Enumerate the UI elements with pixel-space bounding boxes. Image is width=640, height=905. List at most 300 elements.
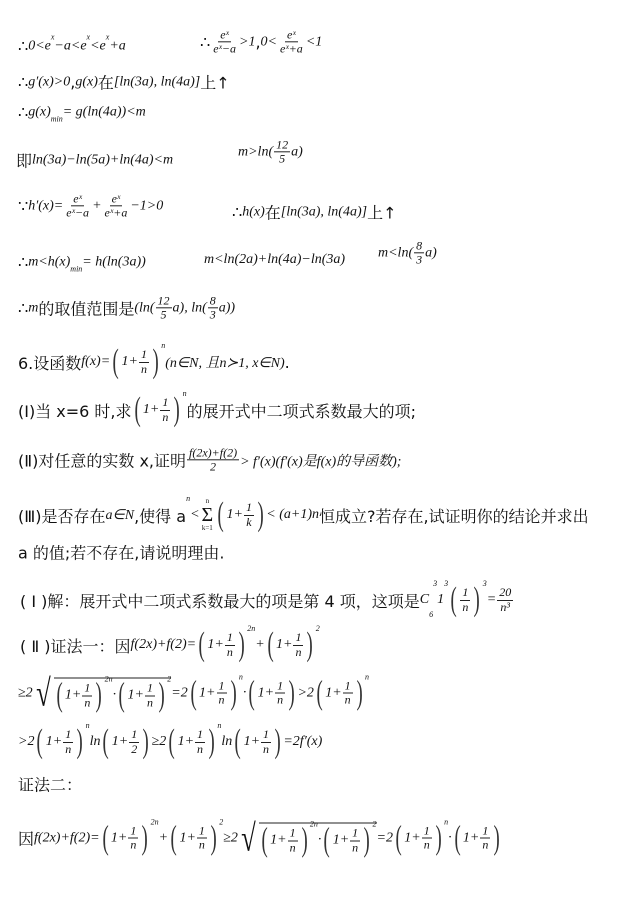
right-paren: ) (76, 723, 84, 760)
math-expression: h(x) (242, 204, 265, 219)
math-expression: 1+ (270, 832, 287, 848)
superscript: x (105, 32, 110, 42)
problem-6-part-1 (18, 389, 417, 428)
superscript: n (186, 494, 191, 503)
right-paren: ) (363, 821, 370, 859)
right-paren: ) (210, 819, 217, 856)
math-expression: =2 (376, 830, 393, 845)
exponent: n (85, 721, 90, 730)
math-expression: · (317, 832, 322, 848)
fraction (197, 824, 207, 851)
fraction-denominator: 2 (210, 459, 217, 474)
fraction (343, 679, 353, 706)
left-paren: ( (395, 819, 402, 856)
math-expression: a) (291, 144, 303, 159)
fraction (293, 631, 303, 658)
solution-method-2-heading (18, 773, 82, 796)
exponent: n (182, 389, 187, 398)
math-expression: = (486, 592, 497, 607)
exponent: 2 (315, 624, 320, 633)
math-expression: 1+ (207, 637, 224, 652)
fraction-denominator: eˣ+a (104, 205, 128, 220)
text-run: 在 (97, 73, 114, 93)
fraction-denominator: 3 (416, 252, 423, 267)
parenthesized-group (188, 672, 243, 711)
text-run: ∴ (18, 102, 29, 122)
left-paren: ( (102, 819, 109, 856)
fraction-numerator: 1 (277, 678, 284, 693)
parenthesized-group (168, 817, 224, 856)
fraction (480, 824, 490, 851)
parenthesized-group (448, 579, 487, 618)
math-expression: > f′(x)(f′(x)是f(x)的导函数); (240, 454, 402, 469)
left-paren: ( (198, 626, 205, 663)
left-paren: ( (248, 674, 256, 711)
math-expression: 1+ (332, 832, 350, 848)
sigma-symbol: Σ (201, 504, 214, 526)
right-paren: ) (493, 819, 501, 856)
fraction-numerator: 1 (131, 727, 138, 742)
fraction (288, 827, 298, 854)
right-paren: ) (95, 676, 103, 714)
parenthesized-group (215, 498, 266, 532)
fraction (145, 682, 155, 709)
exponent: 2n (247, 624, 256, 633)
square-root (238, 819, 377, 858)
left-paren: ( (454, 819, 461, 856)
math-expression: ln(3a)−ln(5a)+ln(4a)<m (32, 152, 174, 167)
line-m-range (18, 294, 235, 321)
math-expression: a) (425, 245, 437, 260)
left-paren: ( (323, 821, 331, 859)
math-expression: 1+ (179, 830, 196, 845)
math-expression: (n∈N, 且n≻1, x∈N) (165, 356, 285, 371)
line-m-upper-bound (378, 239, 437, 266)
parenthesized-group (321, 819, 377, 859)
radicand (54, 674, 172, 714)
text-run: , (255, 32, 261, 52)
fraction-numerator: f(2x)+f(2) (189, 445, 238, 460)
fraction (128, 824, 138, 851)
math-expression: 0<e (28, 38, 51, 53)
parenthesized-group (166, 721, 222, 760)
text-run: a 的值;若不存在,请说明理由. (18, 543, 225, 563)
math-expression: 1 (437, 592, 445, 607)
parenthesized-group (259, 819, 318, 859)
fraction (211, 28, 238, 55)
math-expression: · (242, 685, 247, 700)
fraction-denominator: n (277, 692, 284, 707)
math-expression: m<ln( (378, 245, 414, 260)
left-paren: ( (234, 723, 242, 760)
left-paren: ( (168, 723, 176, 760)
problem-6-part-2 (18, 446, 401, 473)
subscript: min (50, 114, 63, 124)
fraction (156, 294, 172, 321)
left-paren: ( (134, 391, 141, 428)
right-paren: ) (238, 626, 245, 663)
math-expression: 1+ (121, 354, 138, 369)
fraction (129, 728, 139, 755)
fraction-denominator: n (146, 695, 153, 709)
math-expression: <e (90, 38, 106, 53)
right-paren: ) (306, 626, 314, 663)
line-ineq-chain (18, 32, 126, 56)
fraction (208, 294, 218, 321)
math-expression: 1+ (177, 734, 195, 749)
fraction-numerator: 1 (162, 395, 169, 410)
fraction-numerator: 1 (146, 680, 153, 695)
right-paren: ) (208, 723, 215, 760)
math-expression: 1+ (64, 687, 82, 703)
math-expression: 1+ (111, 734, 129, 749)
right-paren: ) (288, 674, 295, 711)
fraction-numerator: eˣ (73, 191, 83, 206)
fraction-denominator: n (198, 837, 205, 852)
superscript: x (86, 32, 91, 42)
exponent: n (444, 817, 449, 826)
fraction-denominator: n (352, 840, 359, 854)
text-run: ( Ⅰ )解：展开式中二项式系数最大的项是第 4 项，这项是 (20, 591, 420, 611)
fraction-denominator: n (140, 361, 147, 376)
math-expression: 1+ (325, 685, 342, 700)
math-expression: =2f′(x) (283, 734, 323, 749)
fraction-numerator: 1 (352, 825, 359, 840)
fraction-numerator: 8 (209, 293, 216, 308)
solution-part-2-method-1 (20, 624, 320, 663)
line-m-ln-sum (204, 252, 345, 268)
fraction (139, 348, 149, 375)
right-paren: ) (230, 674, 237, 711)
fraction-numerator: 8 (416, 238, 423, 253)
fraction-denominator: n (84, 695, 91, 709)
text-run: 的取值范围是 (38, 299, 135, 319)
math-expression: 1+ (226, 507, 243, 522)
right-paren: ) (356, 674, 363, 711)
text-run: (Ⅰ)当 x=6 时,求 (18, 401, 132, 421)
line-g-min (18, 103, 146, 122)
fraction-numerator: eˣ (287, 27, 296, 42)
left-paren: ( (103, 723, 110, 760)
fraction (187, 446, 239, 473)
left-paren: ( (217, 496, 224, 533)
fraction-denominator: eˣ−a (213, 41, 236, 56)
text-run: 证法二： (18, 775, 83, 795)
fraction-denominator: 3 (209, 307, 216, 322)
text-run: 在 (264, 203, 281, 223)
fraction-denominator: n (344, 692, 351, 707)
text-run: ∴ (232, 202, 243, 222)
math-expression: ≥2 (151, 734, 167, 749)
math-expression: ln (89, 734, 101, 749)
fraction-denominator: k (246, 514, 252, 529)
right-paren: ) (435, 819, 442, 856)
left-paren: ( (450, 581, 457, 618)
text-run: , (70, 72, 76, 92)
fraction-denominator: n (295, 644, 302, 659)
math-expression: m>ln( (238, 144, 274, 159)
solution-step-ln (18, 721, 323, 760)
line-h-increasing (232, 201, 397, 224)
text-run: 即 (16, 151, 33, 171)
text-run: 的展开式中二项式系数最大的项; (186, 401, 417, 421)
fraction-denominator: n (482, 837, 489, 852)
sum-lower: k=1 (201, 524, 213, 532)
parenthesized-group (34, 721, 90, 760)
parenthesized-group (132, 389, 187, 428)
exponent: n (161, 341, 166, 350)
math-expression: [ln(3a), ln(4a)] (280, 204, 368, 219)
text-run: ∴ (18, 36, 29, 56)
exponent: 2 (219, 817, 224, 826)
parenthesized-group (265, 624, 320, 663)
fraction (103, 192, 130, 219)
fraction-numerator: 1 (295, 630, 302, 645)
fraction-numerator: eˣ (220, 27, 229, 42)
fraction (244, 501, 254, 528)
parenthesized-group (110, 341, 166, 380)
fraction-denominator: n³ (500, 599, 510, 614)
fraction (350, 827, 360, 854)
fraction-numerator: 1 (226, 630, 233, 645)
text-run: ,使得 a (134, 506, 187, 526)
fraction (64, 192, 91, 219)
fraction-numerator: 1 (197, 727, 204, 742)
exponent: 2n (104, 674, 113, 684)
parenthesized-group (452, 821, 503, 855)
fraction-denominator: n (289, 840, 296, 854)
math-expression: 1+ (45, 734, 63, 749)
fraction-numerator: 12 (157, 293, 170, 308)
right-paren: ) (301, 821, 308, 859)
text-run: 6.设函数 (18, 353, 82, 373)
fraction (422, 824, 432, 851)
math-expression: f(2x)+f(2)= (34, 830, 100, 845)
math-expression: >2 (297, 685, 314, 700)
text-run: 上↑ (367, 203, 397, 223)
math-expression: + (255, 637, 265, 652)
text-run: ∴ (18, 252, 29, 272)
math-expression: a), ln( (172, 300, 207, 315)
text-run: . (284, 352, 290, 372)
fraction-denominator: n (218, 692, 225, 707)
right-paren: ) (152, 343, 159, 380)
math-expression: 1+ (275, 637, 293, 652)
solution-part-1 (20, 579, 514, 619)
math-expression: [ln(3a), ln(4a)] (113, 74, 201, 89)
text-run: (Ⅱ)对任意的实数 x,证明 (18, 451, 187, 471)
exponent: n (238, 672, 243, 681)
math-expression: = h(ln(3a)) (82, 254, 146, 269)
fraction (414, 239, 424, 266)
fraction-denominator: 2 (131, 741, 138, 756)
subscript: 6 (429, 610, 434, 619)
math-expression: =2 (171, 685, 188, 700)
math-expression: 1+ (110, 830, 128, 845)
line-ji (16, 149, 173, 172)
math-expression: < (190, 507, 200, 522)
left-paren: ( (118, 676, 125, 714)
solution-step-sqrt (18, 674, 369, 713)
text-run: 因 (18, 829, 35, 849)
text-run: ( Ⅱ )证法一：因 (20, 636, 131, 656)
fraction-numerator: eˣ (111, 191, 121, 206)
left-paren: ( (267, 626, 274, 663)
superscript: 3 (433, 579, 438, 588)
math-expression: (ln( (134, 300, 155, 315)
fraction-numerator: 1 (130, 823, 137, 838)
parenthesized-group (232, 725, 283, 759)
math-expression: < (a+1)n (266, 507, 319, 522)
fraction-numerator: 1 (263, 727, 270, 742)
fraction-denominator: eˣ−a (66, 205, 90, 220)
superscript: x (50, 32, 55, 42)
parenthesized-group (54, 674, 113, 714)
math-expression: 1+ (199, 685, 216, 700)
line-m-lower-bound (238, 138, 303, 165)
exponent: n (217, 721, 222, 730)
fraction-numerator: 1 (423, 823, 430, 838)
math-expression: a)) (218, 300, 236, 315)
problem-6-part-3-cont (18, 541, 224, 564)
fraction-numerator: 1 (462, 585, 469, 600)
fraction (63, 728, 73, 755)
problem-6-part-3 (18, 494, 589, 533)
fraction-denominator: n (162, 409, 169, 424)
fraction-denominator: n (263, 741, 270, 756)
math-expression: g(x) (28, 104, 51, 119)
math-expression: 1+ (142, 402, 160, 417)
fraction (261, 728, 271, 755)
fraction-numerator: 1 (140, 347, 147, 362)
fraction (278, 28, 305, 55)
fraction (460, 586, 470, 613)
parenthesized-group (100, 725, 151, 759)
fraction (160, 396, 170, 423)
fraction-denominator: n (65, 741, 72, 756)
fraction-denominator: n (130, 837, 137, 852)
math-expression: −a<e (54, 38, 87, 53)
parenthesized-group (246, 676, 297, 710)
left-paren: ( (37, 723, 44, 760)
exponent: 2n (309, 819, 318, 829)
line-h-derivative (18, 192, 163, 219)
fraction (497, 586, 513, 613)
math-expression: >1 (239, 34, 256, 49)
fraction-numerator: 1 (198, 823, 205, 838)
exponent: 3 (482, 579, 487, 588)
left-paren: ( (190, 674, 197, 711)
fraction-denominator: n (423, 837, 430, 852)
math-expression: h′(x)= (28, 198, 64, 213)
math-expression: ≥2 (18, 685, 33, 700)
math-expression: C (419, 592, 430, 607)
text-run: 上↑ (200, 73, 230, 93)
fraction (217, 679, 227, 706)
solution-method-2 (18, 819, 503, 858)
math-expression: 1+ (243, 734, 261, 749)
right-paren: ) (257, 496, 264, 533)
left-paren: ( (316, 674, 323, 711)
fraction-denominator: 5 (279, 151, 286, 166)
math-expression: ≥2 (223, 830, 238, 845)
summation (202, 498, 214, 532)
math-expression: ln (221, 734, 233, 749)
problem-6-statement (18, 341, 290, 380)
parenthesized-group (314, 672, 369, 711)
math-expression: 1+ (404, 830, 421, 845)
fraction-denominator: n (462, 599, 469, 614)
exponent: n (365, 672, 369, 681)
math-expression: g(x) (75, 74, 98, 89)
fraction-numerator: 1 (65, 727, 72, 742)
fraction (195, 728, 205, 755)
fraction-numerator: 20 (499, 585, 512, 600)
parenthesized-group (196, 624, 256, 663)
right-paren: ) (142, 723, 150, 760)
fraction-numerator: 1 (482, 823, 489, 838)
right-paren: ) (274, 723, 281, 760)
fraction-numerator: 1 (84, 680, 91, 695)
math-expression: <1 (305, 34, 323, 49)
exponent: 2 (372, 819, 377, 829)
text-run: (Ⅲ)是否存在 (18, 506, 106, 526)
left-paren: ( (261, 821, 268, 859)
fraction (274, 138, 290, 165)
text-run: ∴ (200, 32, 211, 52)
fraction (225, 631, 235, 658)
math-expression: a∈N (105, 507, 135, 523)
math-expression: · (448, 830, 452, 845)
fraction-denominator: n (197, 741, 204, 756)
fraction-numerator: 1 (289, 825, 296, 840)
math-expression: 1+ (462, 830, 480, 845)
math-expression: m<ln(2a)+ln(4a)−ln(3a) (204, 252, 346, 267)
left-paren: ( (170, 819, 177, 856)
line-m-h-min (18, 253, 146, 272)
math-expression: · (112, 687, 117, 703)
parenthesized-group (393, 817, 449, 856)
math-expression: + (158, 830, 169, 845)
subscript: min (70, 264, 83, 274)
math-expression: +a (109, 38, 126, 53)
math-expression: f(2x)+f(2)= (130, 637, 197, 652)
math-expression: 1+ (257, 685, 275, 700)
exponent: 2n (150, 817, 159, 826)
fraction (82, 682, 92, 709)
text-run: ∵ (18, 196, 29, 216)
right-paren: ) (473, 581, 481, 618)
left-paren: ( (112, 343, 119, 380)
math-expression: 1+ (127, 687, 144, 703)
square-root (33, 674, 172, 713)
radical-sign: √ (35, 672, 51, 714)
math-expression: −1>0 (130, 198, 164, 213)
math-expression: m<h(x) (28, 254, 71, 269)
superscript: 3 (444, 579, 449, 588)
fraction-numerator: 1 (344, 678, 351, 693)
fraction-numerator: 12 (276, 137, 289, 152)
fraction-denominator: 5 (160, 307, 167, 322)
math-expression: >2 (18, 734, 35, 749)
math-expression: m (28, 300, 39, 315)
math-expression: + (92, 198, 102, 213)
radical-sign: √ (241, 817, 256, 859)
math-expression: g′(x)>0 (28, 74, 71, 89)
parenthesized-group (116, 674, 172, 714)
fraction (275, 679, 285, 706)
line-g-increasing (18, 71, 230, 94)
